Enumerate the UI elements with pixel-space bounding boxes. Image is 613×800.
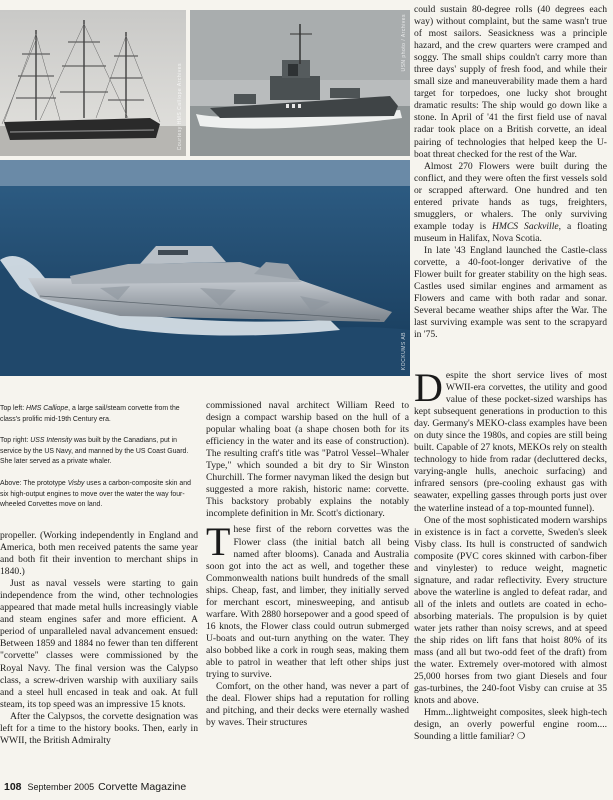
caption-top-left: Top left: HMS Calliope, a large sail/steam corvette from the class's prolific mid-19th Century era. [0,405,180,423]
paragraph: In late '43 England launched the Castle-class corvette, a 40-foot-longer derivative of the Flower built for greater stability on the high seas. Castles used similar engines and armament as Flowers and came with both radar and sonar. Several became weather ships after the War. The last surviving example was sent to the scrapyard in '75. [414,244,607,341]
end-mark-icon: ❍ [516,731,526,743]
column-1 [0,530,198,747]
paragraph: could sustain 80-degree rolls (40 degrees each way) without complaint, but the same wasn't true of most sailors. Seasickness was a principle hazard, and the crew quarters were cramped and soggy. The small ships couldn't carry more than three days' supply of fresh food, and while their small size and maneuverability made them a hard target for torpedoes, one lucky shot brought dramatic results: The ship would go down like a stone. In April of '41 the first field use of naval radar took place on a British corvette, an ideal pairing of technologies that helped keep the U-boat threat checked for the rest of the War. [414,4,607,160]
column-3 [414,4,607,341]
photo-visby [0,160,410,376]
page-footer [4,781,186,793]
photo-credit: USN photo / Archives [401,14,407,72]
paragraph: propeller. (Working independently in England and America, both men received patents the same year and both fit their invention to merchant ships in 1840.) [0,530,198,578]
page-number: 108 [4,781,22,793]
photo-uss-intensity [190,10,410,156]
photo-uss-intensity-image [190,10,410,156]
photo-credit: Courtesy HMS Calliope Archives [177,62,183,150]
paragraph: Just as naval vessels were starting to gain independence from the wind, other technologies appeared that made metal hulls increasingly viable and steam engines safer and more efficient. A period of unparalleled naval advancement ensued: Between 1859 and 1884 no fewer than ten different "corvette" classes were commissioned by the Royal Navy. The final version was the Calypso class, a screw-driven warship with auxiliary sails and a steel hull encased in teak and oak. At full steam, its top speed was an impressive 15 knots. [0,578,198,710]
drop-cap: D [414,365,443,410]
magazine-name: Corvette Magazine [98,781,187,793]
paragraph: Despite the short service lives of most WWII-era corvettes, the utility and good value of these pocket-sized warships has kept subsequent generations in production to this day. Germany's MEKO-class examples have been on duty since the 1980s, and copies are still being built. Capable of 27 knots, MEKOs rely on stealth technology to hide from radar (decluttered decks, varying-angle hulls, anechoic surfacing) and infrared sensors (pre-cooling exhaust gas with seawater, expelling gasses through ports just over the waterline instead of a top-mounted funnel). [414,365,607,514]
paragraph: commissioned naval architect William Reed to design a compact warship based on the hull of a popular whaling boat (a shape chosen both for its efficiency in the water and its ease of construction). The resulting craft's title was "Patrol Vessel–Whaler Type," which sounded a bit dry to Sir Winston Churchill. The former navyman liked the design but suggested a more rakish, historic name: corvette. This backstory probably explains the notably incomplete definition in Mr. Scott's dictionary. [206,400,409,520]
paragraph: These first of the reborn corvettes was the Flower class (the initial batch all being named after blooms). Canada and Australia soon got into the act as well, and together these Commonwealth nations built hundreds of the small ships. Cheap, fast, and limber, they initially served for merchant escort, minesweeping, and antisub warfare. With 2880 horsepower and a good speed of 16 knots, the Flower class could outrun submerged U-boats and out-turn anything on the water. They also bobbed like a cork in rough seas, making them able to patrol in weather that left other ships just trying to survive. [206,519,409,681]
photo-hms-calliope-image [0,10,186,156]
caption-top-right: Top right: USS Intensity was built by the Canadians, put in service by the US Navy, and manned by the US Coast Guard. She later served as a private whaler. [0,437,189,466]
paragraph: After the Calypsos, the corvette designation was left for a time to the history books. Then, early in WWII, the British Admiralty [0,710,198,746]
paragraph: Comfort, on the other hand, was never a part of the deal. Flower ships had a reputation for rolling and pitching, and their decks were eternally washed by waves. Their structures [206,681,409,729]
paragraph: Almost 270 Flowers were built during the conflict, and they were often the first vessels sold or scrapped afterward. One hundred and ten entered private hands as tugs, freighters, smugglers, or whalers. The only surviving example today is HMCS Sackville, a floating museum in Halifax, Nova Scotia. [414,160,608,244]
photo-credit: KOCKUMS AB [401,331,407,370]
paragraph: Hmm...lightweight composites, sleek high-tech design, an overly powerful engine room.... Sounding a little familiar? ❍ [414,707,607,743]
column-4 [414,365,607,743]
drop-cap: T [206,519,231,565]
caption-above: Above: The prototype Visby uses a carbon-composite skin and six high-output engines to move over the water the way four-wheeled Corvettes move on land. [0,479,191,509]
issue-date: September 2005 [27,782,95,792]
photo-captions [0,404,195,522]
paragraph: One of the most sophisticated modern warships in existence is in fact a corvette, Sweden's sleek Visby class. Its hull is constructed of sandwich composite (PVC cores skinned with carbon-fiber and vinylester) to reduce weight, magnetic signature, and radar reflectivity. Every structure above the waterline is angled to defeat radar, and all of the inlets and outlets are coated in echo-absorbing materials. The propulsion is by quiet water jets rather than noisy screws, and at speed the ship rides on lift fans that hoist 80% of its mass (and all but two-odd feet of the draft) from the water. Extremely over-motored with almost 25,000 horses from two giant Diesels and four gas-turbines, the 240-foot Visby can cruise at 35 knots and above. [414,514,607,707]
photo-visby-image [0,160,410,376]
column-2 [206,400,409,729]
photo-hms-calliope [0,10,186,156]
